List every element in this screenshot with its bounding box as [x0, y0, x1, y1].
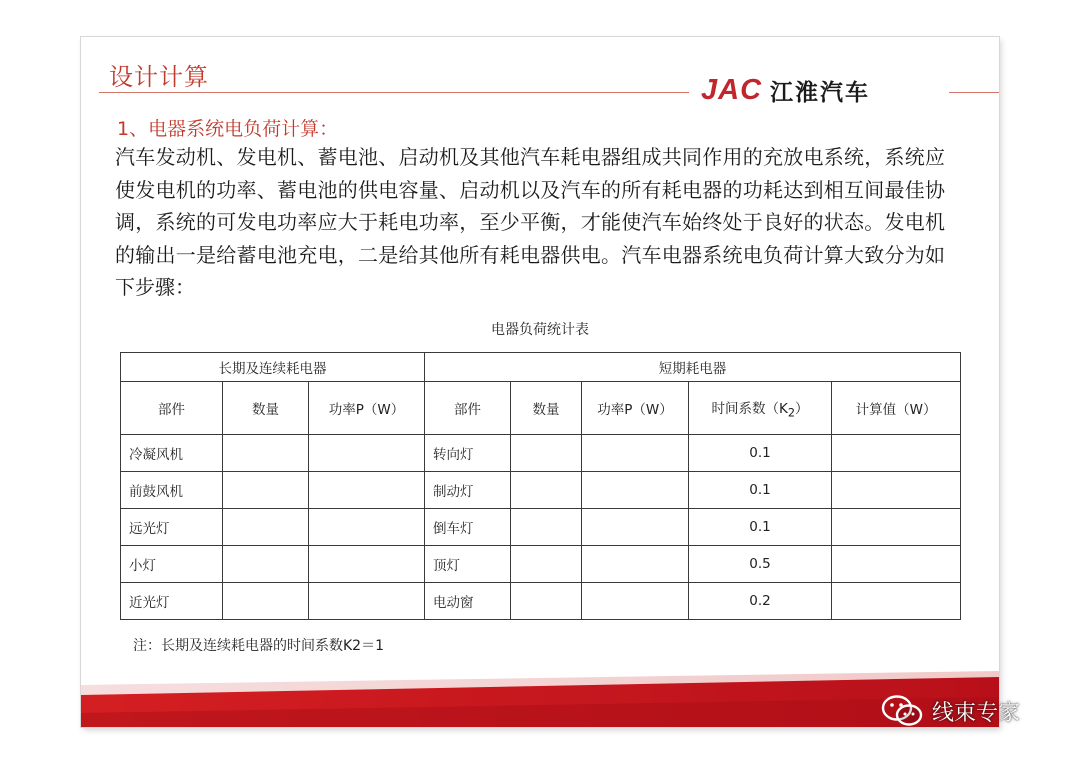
section-heading: 1、电器系统电负荷计算： — [117, 118, 339, 140]
long-part-cell: 远光灯 — [121, 509, 223, 546]
empty-cell — [511, 472, 582, 509]
empty-cell — [309, 546, 425, 583]
empty-cell — [511, 583, 582, 620]
empty-cell — [582, 583, 689, 620]
table-row — [121, 472, 961, 509]
empty-cell — [511, 546, 582, 583]
empty-cell — [223, 509, 309, 546]
group-short-term: 短期耗电器 — [425, 353, 961, 382]
k2-cell: 0.2 — [689, 583, 832, 620]
header-divider — [99, 92, 689, 93]
group-long-term: 长期及连续耗电器 — [121, 353, 425, 382]
body-paragraph: 汽车发动机、发电机、蓄电池、启动机及其他汽车耗电器组成共同作用的充放电系统，系统应使发电机的功率、蓄电池的供电容量、启动机以及汽车的所有耗电器的功耗达到相互间最佳协调，系统的可发电功率应大于耗电功率，至少平衡，才能使汽车始终处于良好的状态。发电机的输出一是给蓄电池充电，二是给其他所有耗电器供电。汽车电器系统电负荷计算大致分为如下步骤： — [115, 145, 945, 299]
short-part-cell: 转向灯 — [425, 435, 511, 472]
wechat-watermark — [880, 693, 1020, 729]
table-note: 注：长期及连续耗电器的时间系数K2＝1 — [133, 638, 384, 654]
empty-cell — [223, 583, 309, 620]
k2-cell: 0.1 — [689, 472, 832, 509]
empty-cell — [511, 435, 582, 472]
logo-name: 江淮汽车 — [770, 79, 871, 106]
table-row — [121, 435, 961, 472]
slide — [81, 37, 999, 727]
empty-cell — [832, 546, 961, 583]
long-part-cell: 近光灯 — [121, 583, 223, 620]
logo-brand: JAC — [701, 73, 763, 106]
col-power-left: 功率P（W） — [309, 382, 425, 435]
col-time-factor — [689, 382, 832, 435]
short-part-cell: 制动灯 — [425, 472, 511, 509]
header-divider-right — [949, 92, 999, 93]
col-part-left: 部件 — [121, 382, 223, 435]
table-row — [121, 583, 961, 620]
empty-cell — [309, 509, 425, 546]
k2-cell: 0.1 — [689, 509, 832, 546]
empty-cell — [309, 435, 425, 472]
watermark-text: 线束专家 — [932, 700, 1021, 726]
empty-cell — [832, 472, 961, 509]
col-time-factor-end: ） — [795, 400, 809, 417]
short-part-cell: 电动窗 — [425, 583, 511, 620]
empty-cell — [309, 472, 425, 509]
empty-cell — [223, 472, 309, 509]
col-calc: 计算值（W） — [832, 382, 961, 435]
empty-cell — [582, 472, 689, 509]
empty-cell — [582, 435, 689, 472]
wechat-icon — [880, 693, 924, 729]
short-part-cell: 顶灯 — [425, 546, 511, 583]
table-column-header — [121, 382, 961, 435]
table-row — [121, 509, 961, 546]
col-time-factor-label: 时间系数（K — [711, 400, 788, 417]
col-time-factor-sub: 2 — [787, 406, 796, 420]
load-table — [120, 352, 961, 620]
k2-cell: 0.5 — [689, 546, 832, 583]
empty-cell — [223, 546, 309, 583]
long-part-cell: 冷凝风机 — [121, 435, 223, 472]
col-qty-right: 数量 — [511, 382, 582, 435]
empty-cell — [832, 435, 961, 472]
long-part-cell: 小灯 — [121, 546, 223, 583]
k2-cell: 0.1 — [689, 435, 832, 472]
empty-cell — [511, 509, 582, 546]
table-group-header — [121, 353, 961, 382]
col-power-right: 功率P（W） — [582, 382, 689, 435]
empty-cell — [582, 546, 689, 583]
footer-band — [81, 657, 999, 727]
empty-cell — [832, 583, 961, 620]
col-part-right: 部件 — [425, 382, 511, 435]
jac-logo — [701, 75, 870, 105]
empty-cell — [309, 583, 425, 620]
table-row — [121, 546, 961, 583]
short-part-cell: 倒车灯 — [425, 509, 511, 546]
long-part-cell: 前鼓风机 — [121, 472, 223, 509]
empty-cell — [223, 435, 309, 472]
empty-cell — [582, 509, 689, 546]
table-caption: 电器负荷统计表 — [491, 322, 589, 338]
col-qty-left: 数量 — [223, 382, 309, 435]
empty-cell — [832, 509, 961, 546]
page-title: 设计计算 — [109, 63, 209, 91]
